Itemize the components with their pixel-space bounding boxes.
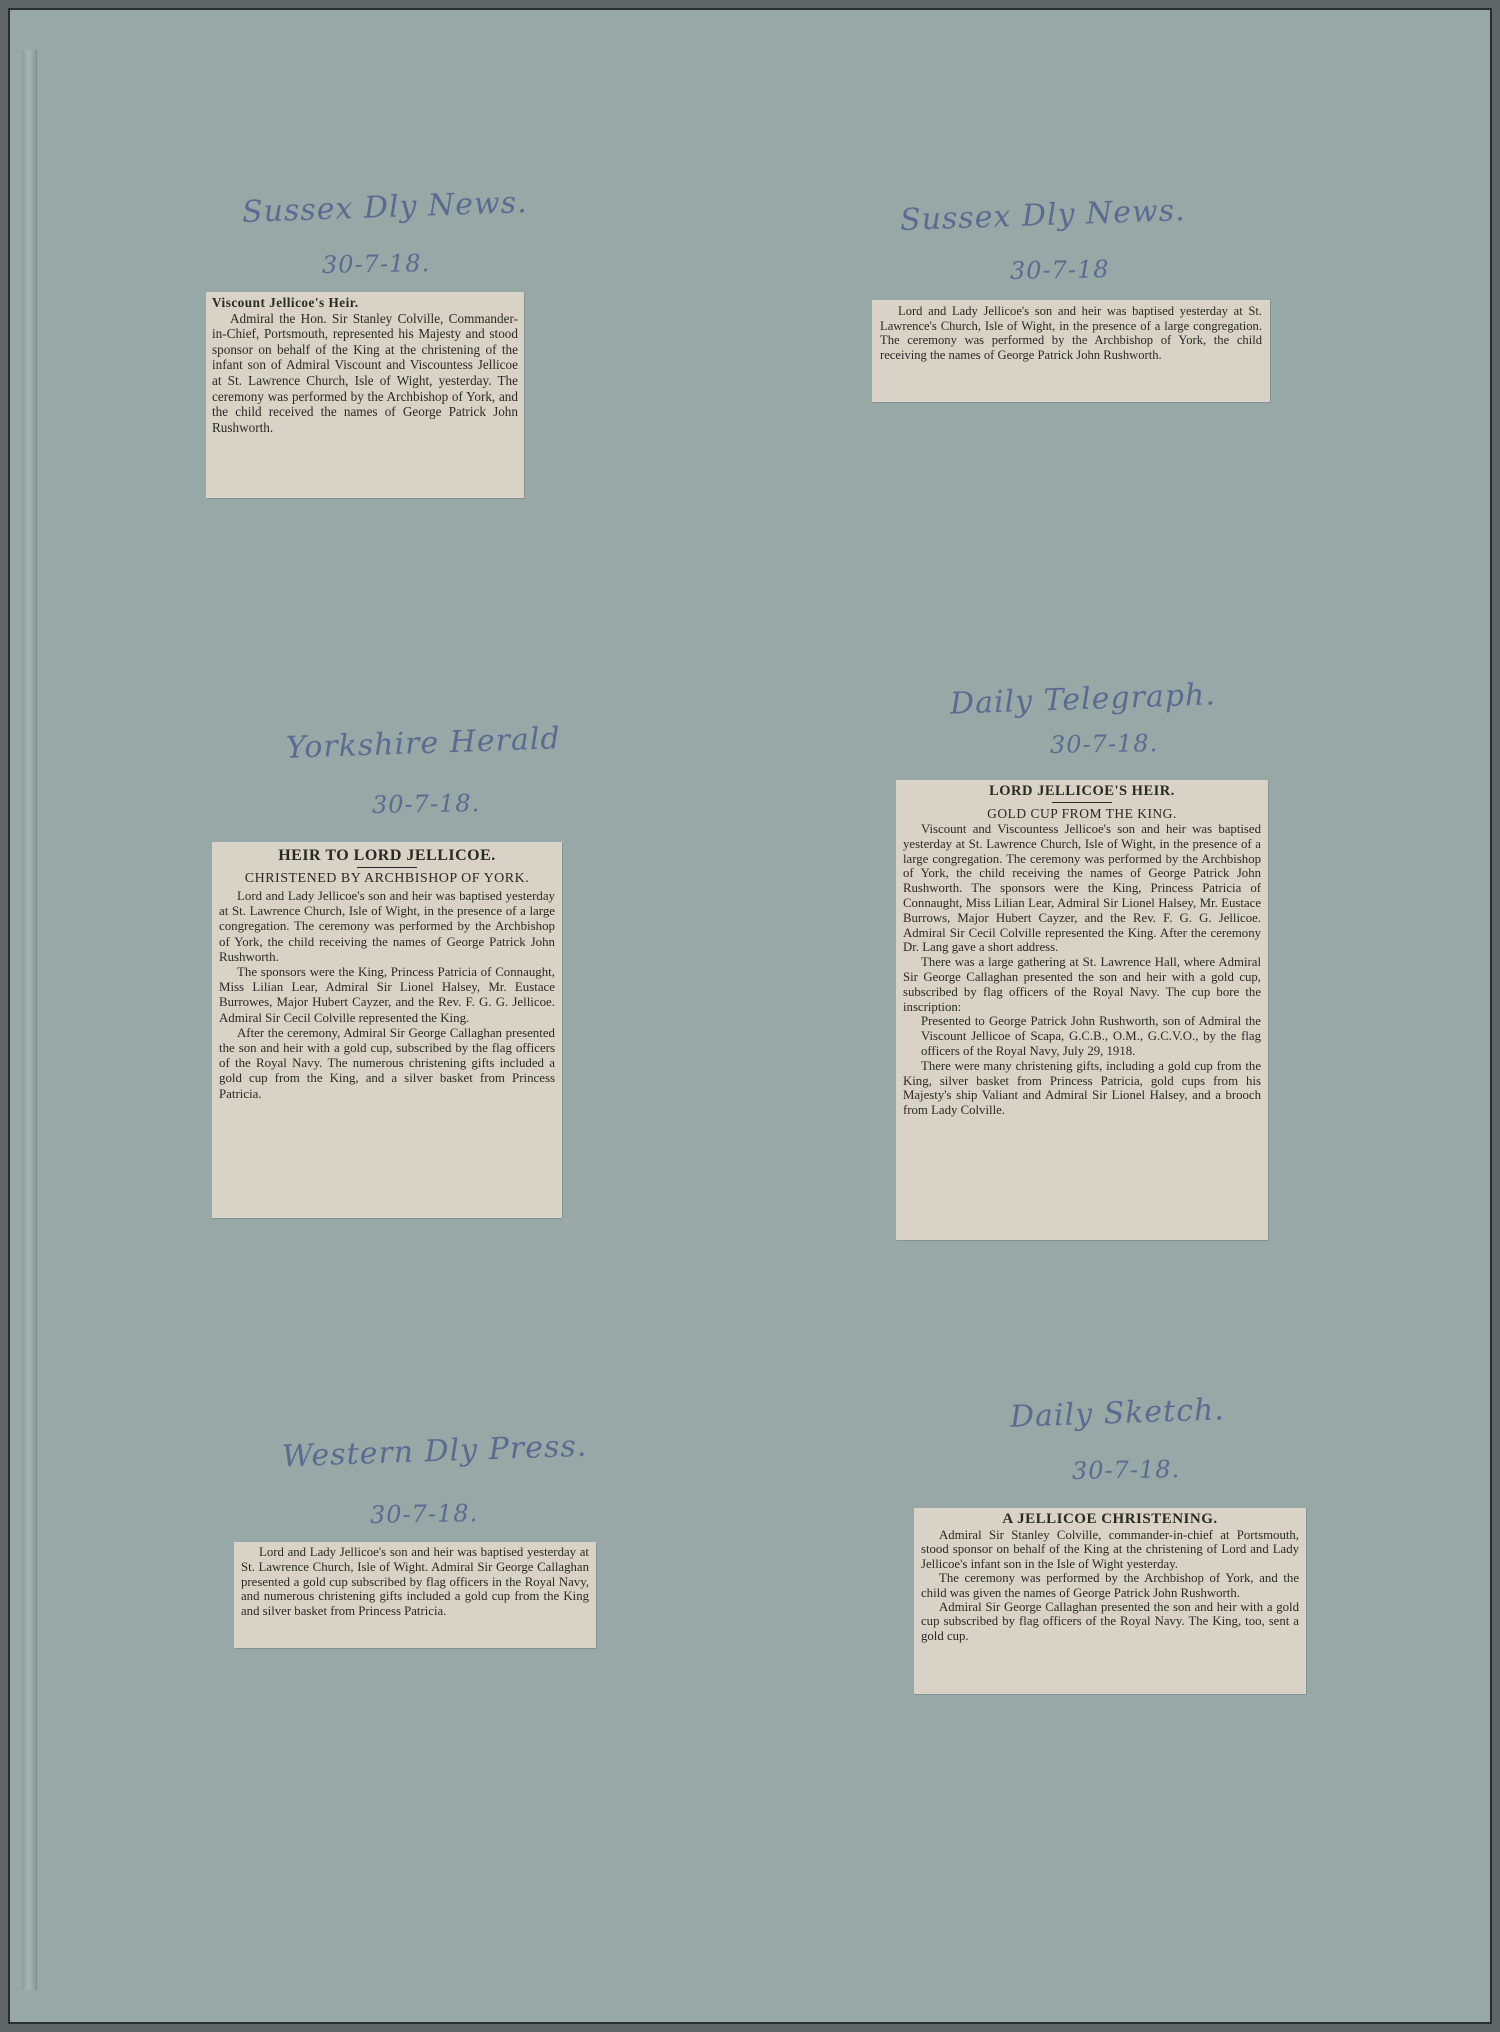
clipping-headline: A JELLICOE CHRISTENING. [1002, 1511, 1218, 1527]
clipping-inscription: Presented to George Patrick John Rushworth, son of Admiral the Viscount Jellicoe of Scapa, G.C.B., O.M., G.C.V.O., by the flag officers of the Royal Navy, July 29, 1918. [921, 1014, 1261, 1058]
handwritten-paper-name: Daily Telegraph. [949, 677, 1217, 722]
clipping-subheadline: CHRISTENED BY ARCHBISHOP OF YORK. [244, 871, 530, 886]
newspaper-clipping [234, 1542, 596, 1648]
handwritten-paper-name: Sussex Dly News. [899, 193, 1187, 238]
newspaper-clipping [896, 780, 1268, 1240]
handwritten-date: 30-7-18. [369, 1499, 479, 1529]
clipping-headline: Viscount Jellicoe's Heir. [212, 295, 359, 310]
clipping-paragraph: There were many christening gifts, including a gold cup from the King, silver basket from Princess Patricia, gold cups from his Majesty's ship Valiant and Admiral Sir Lionel Halsey, and a brooch from Lady Colville. [903, 1058, 1261, 1118]
clipping-paragraph: Admiral the Hon. Sir Stanley Colville, Commander-in-Chief, Portsmouth, represented his Majesty and stood sponsor on behalf of the King at the christening of the infant son of Admiral Viscount and Viscountess Jellicoe at St. Lawrence Church, Isle of Wight, yesterday. The ceremony was performed by the Archbishop of York, and the child received the names of George Patrick John Rushworth. [212, 310, 518, 435]
clipping-paragraph: Lord and Lady Jellicoe's son and heir was baptised yesterday at St. Lawrence's Church, Isle of Wight, in the presence of a large congregation. The ceremony was performed by the Archbishop of York, the child receiving the names of George Patrick John Rushworth. [880, 304, 1262, 362]
newspaper-clipping [212, 842, 562, 1218]
newspaper-clipping [872, 300, 1270, 402]
scrapbook-page [8, 8, 1492, 2024]
handwritten-paper-name: Western Dly Press. [281, 1428, 588, 1475]
handwritten-paper-name: Daily Sketch. [1009, 1392, 1226, 1435]
handwritten-date: 30-7-18 [1009, 255, 1110, 285]
clipping-subheadline: GOLD CUP FROM THE KING. [987, 806, 1177, 821]
newspaper-clipping [914, 1508, 1306, 1694]
clipping-paragraph: Admiral Sir Stanley Colville, commander-in-chief at Portsmouth, stood sponsor on behalf of the King at the christening of Lord and Lady Jellicoe's infant son in the Isle of Wight yesterday. [921, 1528, 1299, 1571]
clipping-paragraph: There was a large gathering at St. Lawrence Hall, where Admiral Sir George Callaghan presented the son and heir with a gold cup, subscribed by flag officers of the Royal Navy. The cup bore the inscription: [903, 955, 1261, 1014]
clipping-paragraph: Lord and Lady Jellicoe's son and heir was baptised yesterday at St. Lawrence Church, Isle of Wight. Admiral Sir George Callaghan presented a gold cup subscribed by flag officers in the Royal Navy, and numerous christening gifts included a gold cup from the King and silver basket from Princess Patricia. [241, 1545, 589, 1619]
clipping-paragraph: Lord and Lady Jellicoe's son and heir was baptised yesterday at St. Lawrence Church, Isle of Wight, in the presence of a large congregation. The ceremony was performed by the Archbishop of York, the child receiving the names of George Patrick John Rushworth. [219, 889, 555, 964]
handwritten-paper-name: Yorkshire Herald [285, 721, 562, 766]
clipping-paragraph: The sponsors were the King, Princess Patricia of Connaught, Miss Lilian Lear, Admiral Sir Lionel Halsey, Mr. Eustace Burrowes, Major Hubert Cayzer, and the Rev. F. G. G. Jellicoe. Admiral Sir Cecil Colville represented the King. [219, 965, 555, 1025]
clipping-paragraph: After the ceremony, Admiral Sir George Callaghan presented the son and heir with a gold cup, subscribed by the flag officers of the Royal Navy. The numerous christening gifts included a gold cup from the King, and a silver basket from Princess Patricia. [219, 1025, 555, 1101]
handwritten-paper-name: Sussex Dly News. [241, 185, 529, 230]
clipping-paragraph: Admiral Sir George Callaghan presented the son and heir with a gold cup subscribed by flag officers of the Royal Navy. The King, too, sent a gold cup. [921, 1600, 1299, 1643]
newspaper-clipping [206, 292, 524, 498]
clipping-paragraph: Viscount and Viscountess Jellicoe's son and heir was baptised yesterday at St. Lawrence Church, Isle of Wight, in the presence of a large congregation. The ceremony was performed by the Archbishop of York, the child receiving the names of George Patrick John Rushworth. The sponsors were the King, Princess Patricia of Connaught, Miss Lilian Lear, Admiral Sir Lionel Halsey, Mr. Eustace Burrows, Major Hubert Cayzer, and the Rev. F. G. G. Jellicoe. Admiral Sir Cecil Colville represented the King. After the ceremony Dr. Lang gave a short address. [903, 822, 1261, 955]
handwritten-date: 30-7-18. [1071, 1455, 1181, 1485]
binding-strip [22, 50, 37, 1990]
handwritten-date: 30-7-18. [321, 249, 431, 279]
clipping-paragraph: The ceremony was performed by the Archbishop of York, and the child was given the names of George Patrick John Rushworth. [921, 1571, 1299, 1600]
headline-rule [1052, 802, 1112, 803]
clipping-headline: HEIR TO LORD JELLICOE. [278, 847, 496, 864]
handwritten-date: 30-7-18. [371, 789, 481, 819]
clipping-headline: LORD JELLICOE'S HEIR. [989, 783, 1175, 799]
headline-rule [357, 867, 417, 868]
handwritten-date: 30-7-18. [1049, 729, 1159, 759]
